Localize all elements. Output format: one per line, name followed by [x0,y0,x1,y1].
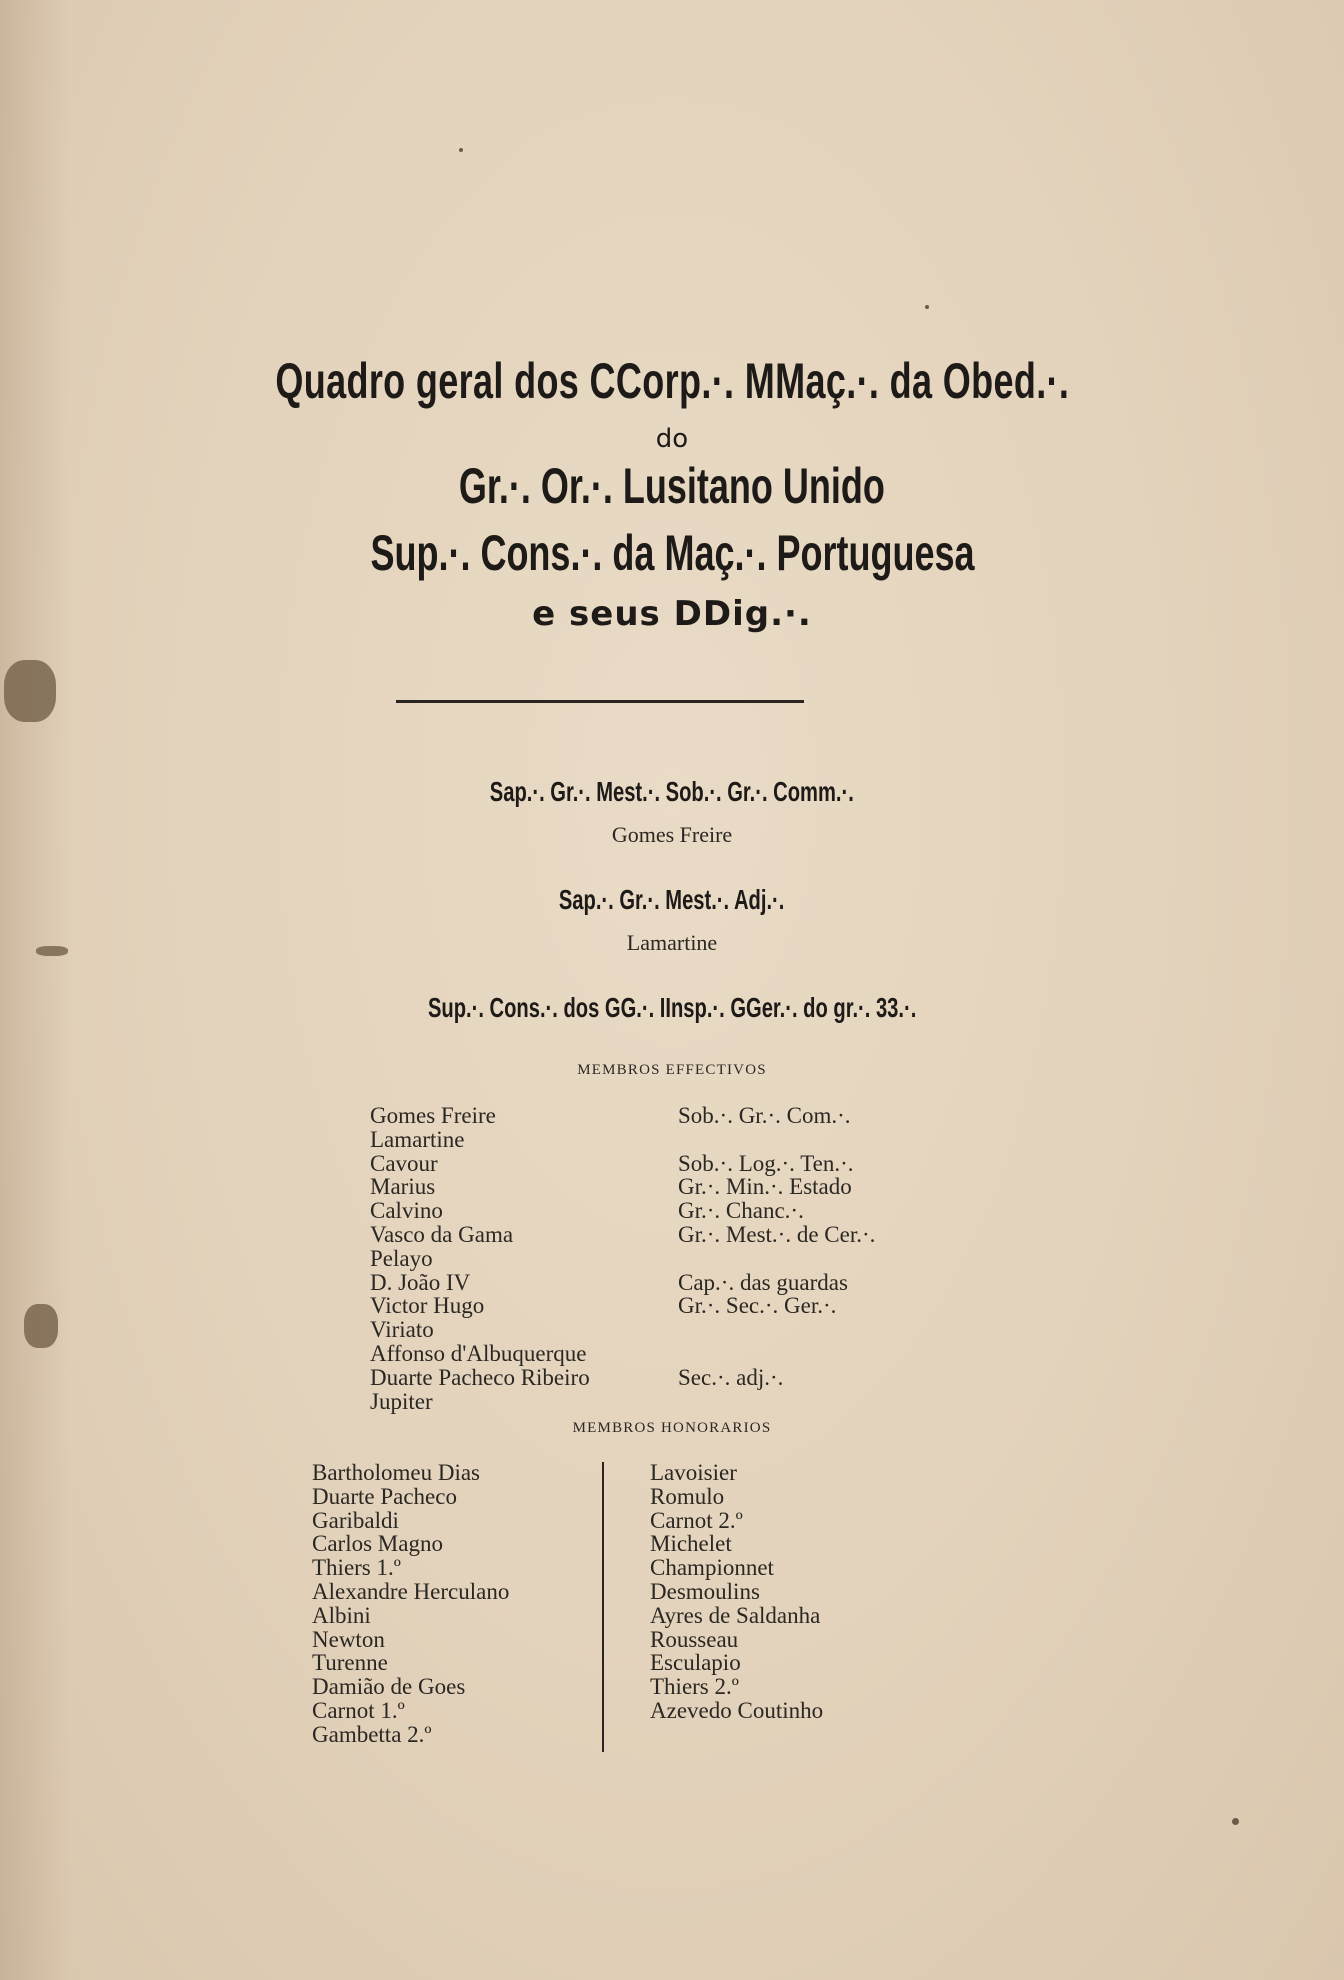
effectivos-ranks-column [678,1104,875,1413]
honorary-member-name: Turenne [312,1650,388,1676]
paper-speck [459,148,463,152]
honorary-member-name: Thiers 1.º [312,1555,401,1581]
office-holder-1: Gomes Freire [611,822,733,847]
title-line-4: e seus DDig.·. [532,594,812,634]
member-name: Viriato [370,1317,434,1343]
honorary-member-name: Michelet [650,1531,732,1557]
honorary-member-name: Damião de Goes [312,1674,466,1700]
member-rank [678,1318,875,1342]
honorary-member-name: Carnot 2.º [650,1507,743,1533]
paper-speck [1232,1818,1239,1825]
honorary-member-name: Gambetta 2.º [312,1721,432,1747]
member-name: Affonso d'Albuquerque [370,1340,587,1366]
honorary-member-name: Carlos Magno [312,1531,443,1557]
member-rank [678,1342,875,1366]
member-rank: Gr.·. Chanc.·. [678,1198,804,1224]
member-rank: Gr.·. Mest.·. de Cer.·. [678,1221,876,1247]
member-name: Victor Hugo [370,1293,485,1319]
office-title-3: Sup.·. Cons.·. dos GG.·. IInsp.·. GGer.·. do gr.·. 33.·. [427,992,917,1023]
honorary-member-name: Championnet [650,1555,774,1581]
member-name: Vasco da Gama [370,1221,514,1247]
honorary-member-name: Thiers 2.º [650,1674,739,1700]
honorary-member-name: Albini [312,1602,371,1628]
honorary-member-name: Ayres de Saldanha [650,1602,821,1628]
horizontal-rule [396,700,804,703]
page-edge-shadow [0,0,70,1980]
member-name: Gomes Freire [370,1103,496,1128]
honorarios-left-column [312,1461,509,1747]
honorary-member-name: Lavoisier [650,1460,737,1485]
member-rank: Gr.·. Sec.·. Ger.·. [678,1293,837,1319]
binding-hole-bottom [24,1304,58,1348]
title-line-3: Sup.·. Cons.·. da Maç.·. Portuguesa [369,525,975,581]
member-rank: Sob.·. Gr.·. Com.·. [678,1103,851,1128]
section-heading-honorarios: MEMBROS HONORARIOS [572,1420,772,1436]
member-rank: Sob.·. Log.·. Ten.·. [678,1150,854,1176]
member-rank [678,1247,875,1271]
member-name: D. João IV [370,1269,471,1295]
title-line-1: Quadro geral dos CCorp.·. MMaç.·. da Obed.·. [275,353,1069,409]
office-title-2: Sap.·. Gr.·. Mest.·. Adj.·. [559,884,785,915]
office-holder-2: Lamartine [626,930,718,955]
member-rank [678,1390,875,1414]
column-divider [602,1462,604,1752]
honorary-member-name: Desmoulins [650,1578,760,1604]
member-rank [678,1128,875,1152]
honorary-member-name: Alexandre Herculano [312,1578,510,1604]
title-line-2: Gr.·. Or.·. Lusitano Unido [458,458,886,514]
member-name: Cavour [370,1150,438,1176]
honorary-member-name: Bartholomeu Dias [312,1460,480,1485]
member-rank: Cap.·. das guardas [678,1269,848,1295]
member-name: Calvino [370,1198,443,1224]
honorary-member-name: Esculapio [650,1650,741,1676]
paper-speck [925,305,929,309]
honorary-member-name: Romulo [650,1483,725,1509]
honorary-member-name: Newton [312,1626,385,1652]
honorary-member-name: Rousseau [650,1626,739,1652]
member-name: Lamartine [370,1126,465,1152]
member-name: Marius [370,1174,436,1200]
member-rank: Gr.·. Min.·. Estado [678,1174,852,1200]
office-title-1: Sap.·. Gr.·. Mest.·. Sob.·. Gr.·. Comm.·. [489,776,855,807]
honorary-member-name: Duarte Pacheco [312,1483,457,1509]
honorarios-right-column [650,1461,823,1723]
member-name: Duarte Pacheco Ribeiro [370,1364,590,1390]
honorary-member-name: Carnot 1.º [312,1697,405,1723]
binding-hole-top [4,660,56,722]
honorary-member-name: Azevedo Coutinho [650,1697,824,1723]
member-name: Jupiter [370,1388,433,1414]
member-rank: Sec.·. adj.·. [678,1364,784,1390]
effectivos-names-column [370,1104,590,1413]
title-line-do: do [655,424,689,454]
honorary-member-name: Garibaldi [312,1507,399,1533]
section-heading-effectivos: MEMBROS EFFECTIVOS [577,1062,767,1078]
member-name: Pelayo [370,1245,433,1271]
